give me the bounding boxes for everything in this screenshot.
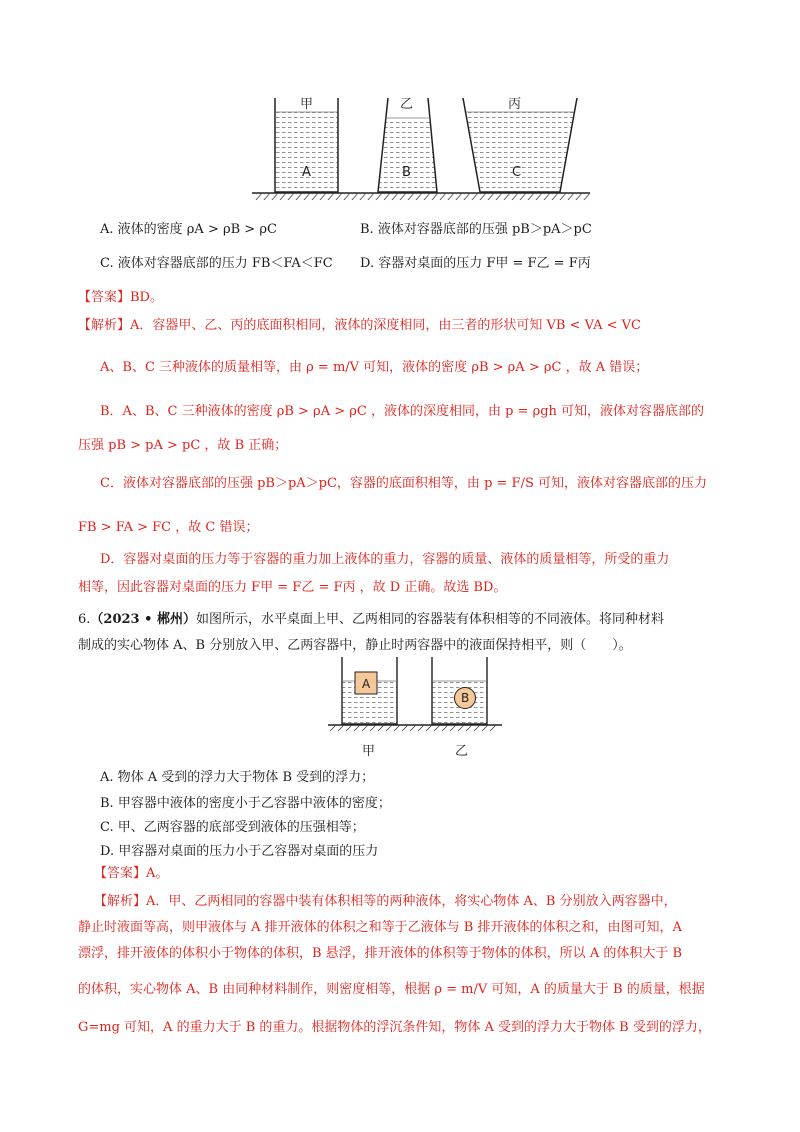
q6-option-d: D. 甲容器对桌面的压力小于乙容器对桌面的压力 [100, 844, 379, 859]
container-label-yi: 乙 [400, 97, 414, 112]
q6-explain-4: 的体积，实心物体 A、B 由同种材料制作，则密度相等，根据 ρ = m/V 可知，A 的质量大于 B 的质量，根据 [78, 982, 705, 997]
q5-explain-4: 压强 pB > pA > pC ，故 B 正确； [78, 438, 288, 453]
figure-two-containers [0, 655, 800, 765]
container-label-jia: 甲 [300, 97, 314, 112]
q5-explain-6: FB > FA > FC ，故 C 错误； [78, 520, 259, 535]
q6-option-c: C. 甲、乙两容器的底部受到液体的压强相等； [100, 820, 365, 835]
q6-option-b: B. 甲容器中液体的密度小于乙容器中液体的密度； [100, 796, 391, 811]
q5-explain-2: A、B、C 三种液体的质量相等，由 ρ = m/V 可知，液体的密度 ρB > ρA > ρC ，故 A 错误； [100, 360, 649, 375]
q5-answer: 【答案】BD。 [78, 290, 163, 305]
q6-stem-line-2: 制成的实心物体 A、B 分别放入甲、乙两容器中，静止时两容器中的液面保持相平，则（ ）。 [78, 638, 632, 653]
q6-stem-text-1: 如图所示，水平桌面上甲、乙两相同的容器装有体积相等的不同液体。将同种材料 [195, 612, 664, 627]
q5-option-a: A. 液体的密度 ρA > ρB > ρC [100, 222, 277, 237]
q6-answer: 【答案】A。 [94, 866, 169, 881]
q5-explain-5: C．液体对容器底部的压强 pB＞pA＞pC，容器的底面积相等，由 p = F/S 可知，液体对容器底部的压力 [100, 476, 707, 491]
q5-explain-3: B．A、B、C 三种液体的密度 ρB > ρA > ρC ，液体的深度相同，由 p = ρgh 可知，液体对容器底部的 [100, 404, 705, 419]
q6-explain-5: G=mg 可知，A 的重力大于 B 的重力。根据物体的浮沉条件知，物体 A 受到的浮力大于物体 B 受到的浮力， [78, 1020, 711, 1035]
q6-explain-1: 【解析】A．甲、乙两相同的容器中装有体积相等的两种液体，将实心物体 A、B 分别放入两容器中， [94, 894, 677, 909]
q5-explain-7: D．容器对桌面的压力等于容器的重力加上液体的重力，容器的质量、液体的质量相等，所受的重力 [100, 552, 670, 567]
container-label-bing: 丙 [508, 97, 522, 112]
q5-option-c: C. 液体对容器底部的压力 FB＜FA＜FC [100, 256, 333, 271]
q6-source: （2023 • 郴州） [90, 612, 196, 627]
q5-option-b: B. 液体对容器底部的压强 pB＞pA＞pC [360, 222, 592, 237]
liquid-label-b: B [402, 165, 411, 180]
q6-label-jia: 甲 [362, 744, 376, 759]
q6-stem-line-1 [78, 608, 664, 627]
liquid-label-a: A [302, 165, 311, 180]
object-label-b: B [461, 691, 470, 705]
q6-option-a: A. 物体 A 受到的浮力大于物体 B 受到的浮力； [100, 770, 375, 785]
object-label-a: A [362, 677, 371, 691]
q6-explain-2: 静止时液面等高，则甲液体与 A 排开液体的体积之和等于乙液体与 B 排开液体的体积之和，由图可知，A [78, 920, 682, 935]
q6-label-yi: 乙 [455, 744, 469, 759]
q6-explain-3: 漂浮，排开液体的体积小于物体的体积，B 悬浮，排开液体的体积等于物体的体积，所以 A 的体积大于 B [78, 946, 683, 961]
q5-option-d: D. 容器对桌面的压力 F甲 = F乙 = F丙 [360, 256, 591, 271]
q5-explain-1: 【解析】A．容器甲、乙、丙的底面积相同，液体的深度相同，由三者的形状可知 VB < VA < VC [78, 318, 642, 333]
liquid-label-c: C [512, 165, 522, 180]
q6-number: 6. [78, 612, 91, 627]
q5-explain-8: 相等，因此容器对桌面的压力 F甲 = F乙 = F丙 ，故 D 正确。故选 BD。 [78, 580, 507, 595]
